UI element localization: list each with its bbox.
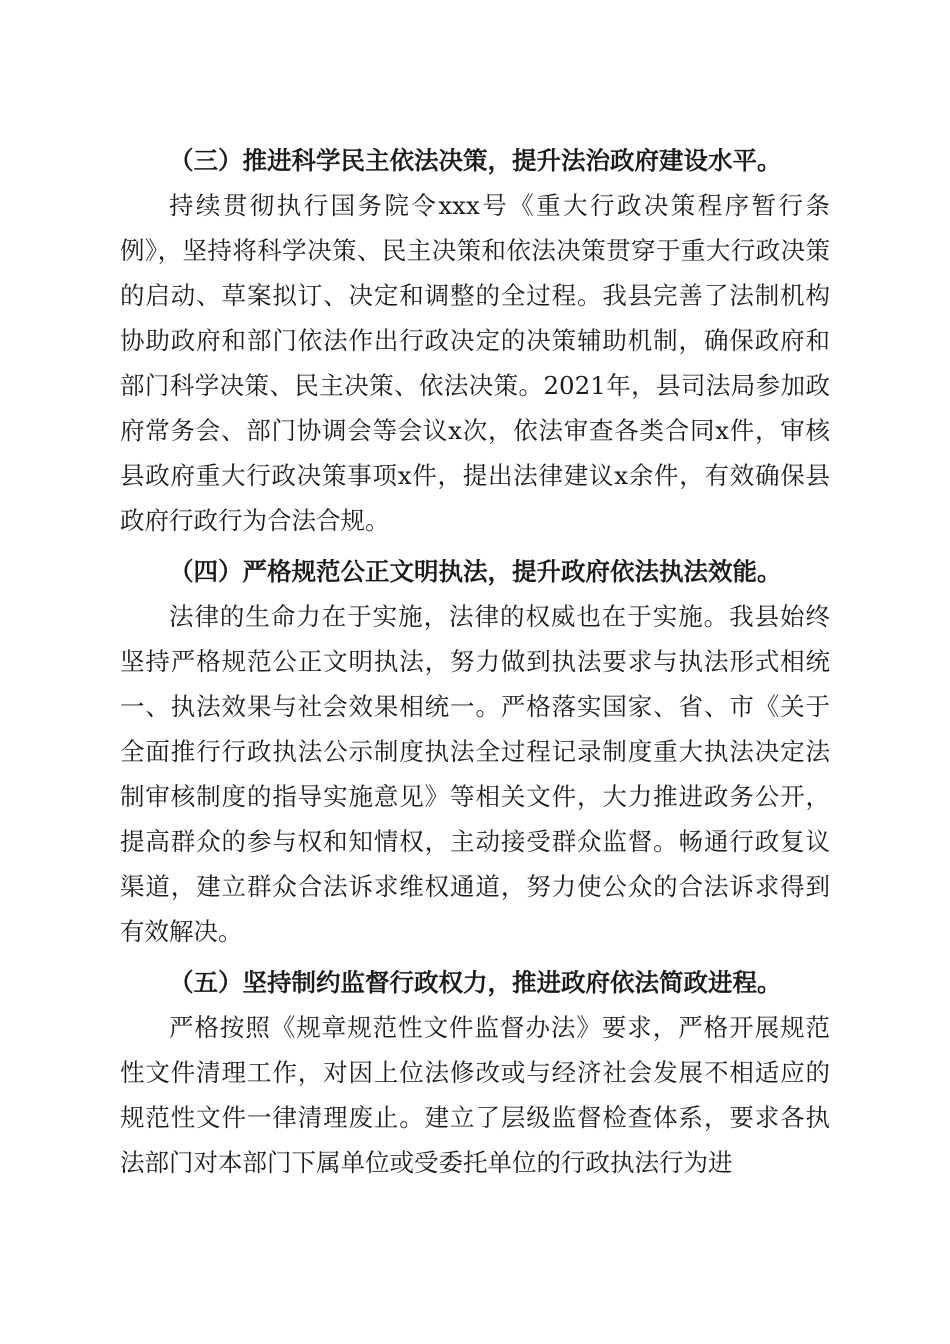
section-paragraph-3: 持续贯彻执行国务院令xxx号《重大行政决策程序暂行条例》，坚持将科学决策、民主决策和依法决策贯穿于重大行政决策的启动、草案拟订、决定和调整的全过程。我县完善了法制机构协助政府和部门依法作出行政决定的决策辅助机制，确保政府和部门科学决策、民主决策、依法决策。2021年，县司法局参加政府常务会、部门协调会等会议x次，依法审查各类合同x件，审核县政府重大行政决策事项x件，提出法律建议x余件，有效确保县政府行政行为合法合规。 [120,191,830,535]
section-paragraph-4: 法律的生命力在于实施，法律的权威也在于实施。我县始终坚持严格规范公正文明执法，努力做到执法要求与执法形式相统一、执法效果与社会效果相统一。严格落实国家、省、市《关于全面推行行政执法公示制度执法全过程记录制度重大执法决定法制审核制度的指导实施意见》等相关文件，大力推进政务公开，提高群众的参与权和知情权，主动接受群众监督。畅通行政复议渠道，建立群众合法诉求维权通道，努力使公众的合法诉求得到有效解决。 [120,602,830,946]
section-paragraph-5: 严格按照《规章规范性文件监督办法》要求，严格开展规范性文件清理工作，对因上位法修改或与经济社会发展不相适应的规范性文件一律清理废止。建立了层级监督检查体系，要求各执法部门对本部门下属单位或受委托单位的行政执法行为进 [120,1013,830,1177]
section-heading-4: （四）严格规范公正文明执法，提升政府依法执法效能。 [169,557,782,586]
document-body [120,138,830,1185]
section-heading-3: （三）推进科学民主依法决策，提升法治政府建设水平。 [169,146,782,175]
section-heading-5: （五）坚持制约监督行政权力，推进政府依法简政进程。 [169,968,782,997]
